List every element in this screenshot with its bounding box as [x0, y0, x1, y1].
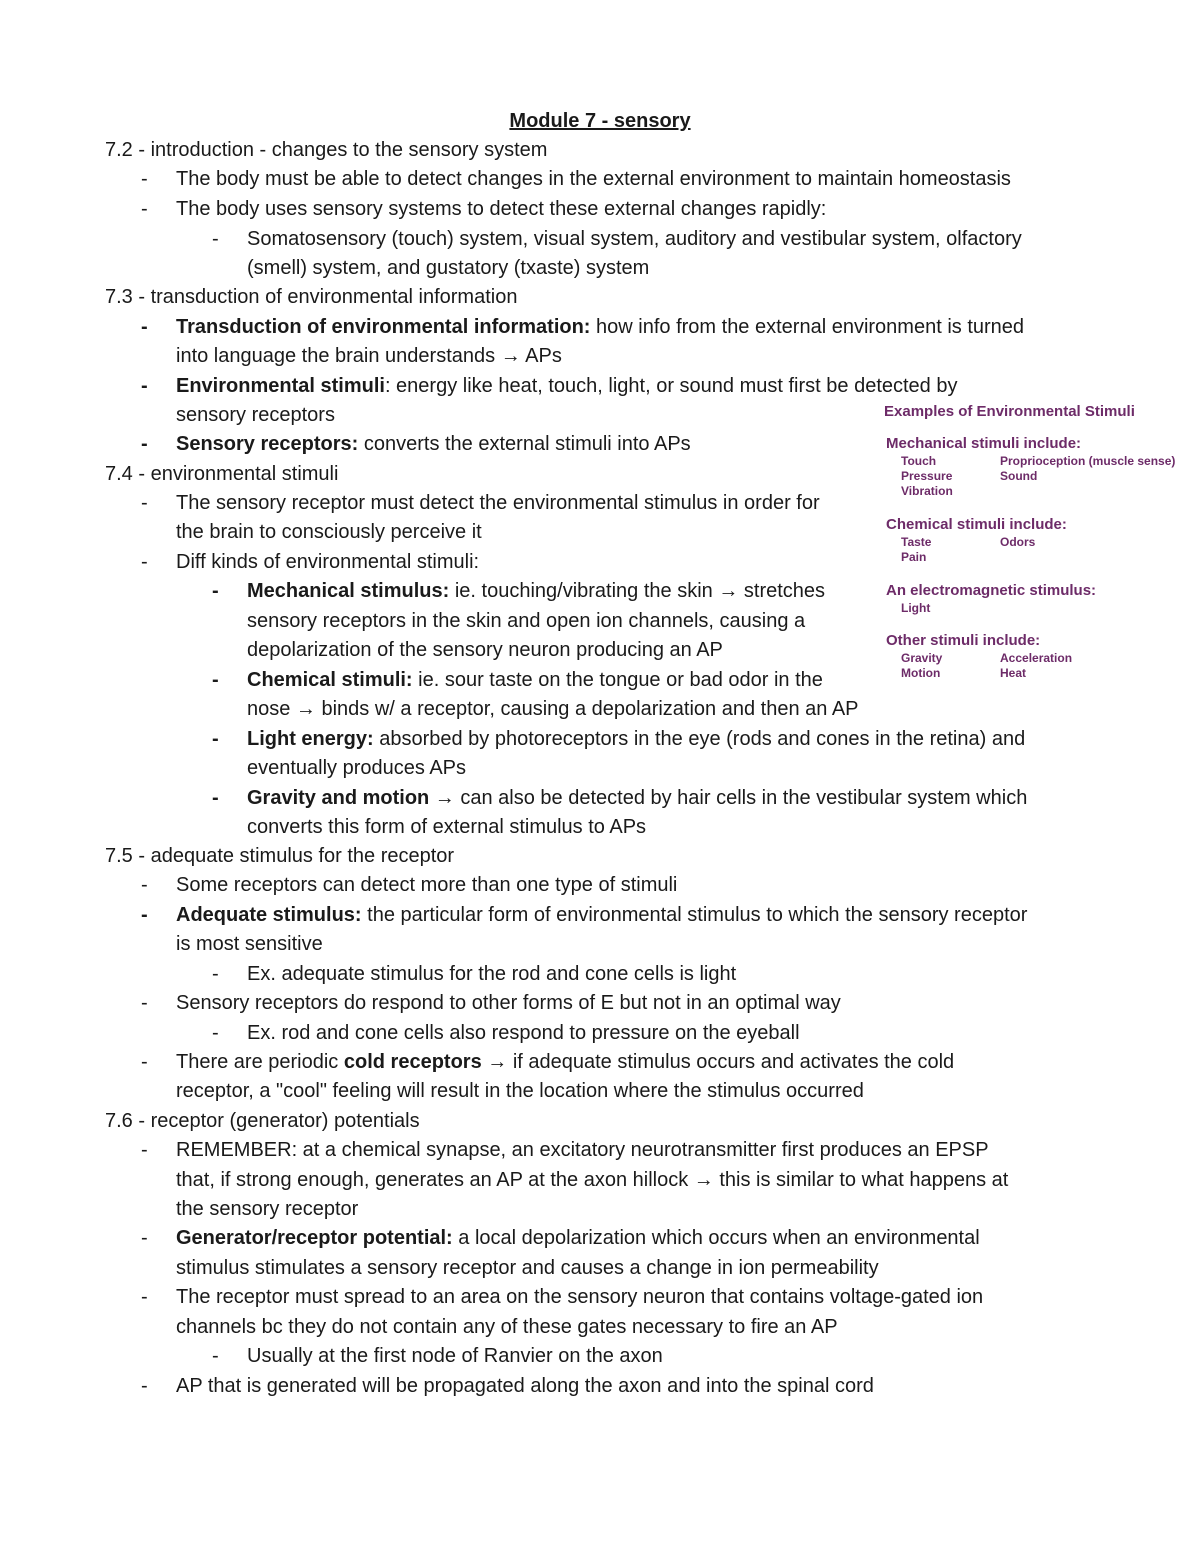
bullet-dash: - [141, 375, 148, 397]
list-item: Sensory receptors do respond to other forms of E but not in an optimal way [176, 992, 841, 1014]
list-item: REMEMBER: at a chemical synapse, an excitatory neurotransmitter first produces an EPSP [176, 1139, 989, 1161]
term: cold receptors [343, 1051, 482, 1073]
list-item-continuation: into language the brain understands → APs [176, 345, 562, 367]
bullet-dash: - [212, 787, 219, 809]
list-item: The body must be able to detect changes in the external environment to maintain homeostasis [176, 168, 1011, 190]
figure-item: Light [901, 601, 931, 615]
list-item [176, 1225, 980, 1251]
bullet-dash: - [212, 728, 219, 750]
list-item: Some receptors can detect more than one type of stimuli [176, 874, 678, 896]
bullet-dash: - [141, 198, 148, 220]
list-item-continuation: sensory receptors [176, 404, 335, 426]
electromagnetic-heading: An electromagnetic stimulus: [886, 582, 1097, 599]
figure-item: Motion [901, 666, 941, 680]
bullet-dash: - [141, 1227, 148, 1249]
figure-item: Proprioception (muscle sense) [1000, 454, 1176, 468]
bullet-dash: - [212, 1022, 219, 1044]
list-item-continuation: eventually produces APs [247, 757, 467, 779]
list-item [247, 667, 823, 693]
list-item-continuation: nose → binds w/ a receptor, causing a depolarization and then an AP [247, 698, 859, 720]
chemical-heading: Chemical stimuli include: [886, 516, 1067, 533]
list-item-continuation: is most sensitive [176, 933, 323, 955]
section-heading-7-3: 7.3 - transduction of environmental information [105, 286, 518, 308]
term: Gravity and motion [247, 787, 430, 809]
list-item: The sensory receptor must detect the environmental stimulus in order for [176, 492, 820, 514]
figure-item: Odors [1000, 535, 1036, 549]
bullet-dash: - [141, 316, 148, 338]
bullet-dash: - [141, 874, 148, 896]
list-item-continuation: sensory receptors in the skin and open ion channels, causing a [247, 610, 806, 632]
bullet-dash: - [141, 992, 148, 1014]
term: Chemical stimuli: [247, 669, 413, 691]
list-item [176, 314, 1024, 340]
figure-item: Pain [901, 550, 927, 564]
definition: the particular form of environmental stimulus to which the sensory receptor [361, 904, 1028, 926]
section-heading-7-2: 7.2 - introduction - changes to the sensory system [105, 139, 548, 161]
term: Sensory receptors: [176, 433, 359, 455]
list-item: Ex. adequate stimulus for the rod and cone cells is light [247, 963, 737, 985]
section-heading-7-6: 7.6 - receptor (generator) potentials [105, 1110, 420, 1132]
figure-item: Heat [1000, 666, 1027, 680]
figure-item: Pressure [901, 469, 953, 483]
list-item [176, 1049, 954, 1075]
bullet-dash: - [141, 433, 148, 455]
term: Environmental stimuli [176, 375, 385, 397]
bullet-dash: - [141, 551, 148, 573]
list-item [176, 431, 691, 457]
mechanical-heading: Mechanical stimuli include: [886, 435, 1082, 452]
list-item-continuation: depolarization of the sensory neuron producing an AP [247, 639, 723, 661]
list-item-continuation: receptor, a "cool" feeling will result in the location where the stimulus occurred [176, 1080, 864, 1102]
term: Light energy: [247, 728, 374, 750]
term: Adequate stimulus: [176, 904, 362, 926]
list-item-continuation: that, if strong enough, generates an AP at the axon hillock → this is similar to what happens at [176, 1169, 1009, 1191]
bullet-dash: - [141, 1375, 148, 1397]
figure-item: Touch [901, 454, 937, 468]
figure-item: Sound [1000, 469, 1038, 483]
bullet-dash: - [212, 580, 219, 602]
figure-item: Gravity [901, 651, 943, 665]
list-item [247, 726, 1025, 752]
list-item [247, 578, 825, 604]
list-item [176, 902, 1027, 928]
definition: → if adequate stimulus occurs and activates the cold [481, 1051, 955, 1073]
bullet-dash: - [141, 168, 148, 190]
list-item-continuation: the brain to consciously perceive it [176, 521, 482, 543]
bullet-dash: - [212, 963, 219, 985]
bullet-dash: - [141, 904, 148, 926]
term: Transduction of environmental information: [176, 316, 591, 338]
list-item: The body uses sensory systems to detect these external changes rapidly: [176, 198, 827, 220]
list-item: Somatosensory (touch) system, visual system, auditory and vestibular system, olfactory [247, 228, 1022, 250]
list-item: Usually at the first node of Ranvier on the axon [247, 1345, 663, 1367]
definition: ie. touching/vibrating the skin → stretches [449, 580, 826, 602]
bullet-dash: - [141, 1139, 148, 1161]
definition: → can also be detected by hair cells in the vestibular system which [429, 787, 1028, 809]
list-item: Diff kinds of environmental stimuli: [176, 551, 480, 573]
lead-text: There are periodic [176, 1051, 344, 1073]
definition: a local depolarization which occurs when an environmental [452, 1227, 980, 1249]
list-item-continuation: channels bc they do not contain any of these gates necessary to fire an AP [176, 1316, 838, 1338]
term: Generator/receptor potential: [176, 1227, 453, 1249]
term: Mechanical stimulus: [247, 580, 450, 602]
list-item [247, 785, 1027, 811]
bullet-dash: - [141, 492, 148, 514]
list-item-continuation: the sensory receptor [176, 1198, 359, 1220]
definition: absorbed by photoreceptors in the eye (rods and cones in the retina) and [373, 728, 1026, 750]
section-heading-7-4: 7.4 - environmental stimuli [105, 463, 339, 485]
figure-title: Examples of Environmental Stimuli [884, 403, 1135, 420]
list-item: AP that is generated will be propagated along the axon and into the spinal cord [176, 1375, 874, 1397]
bullet-dash: - [212, 1345, 219, 1367]
figure-item: Taste [901, 535, 932, 549]
list-item-continuation: (smell) system, and gustatory (txaste) system [247, 257, 650, 279]
bullet-dash: - [212, 669, 219, 691]
section-heading-7-5: 7.5 - adequate stimulus for the receptor [105, 845, 455, 867]
list-item [176, 373, 957, 399]
other-heading: Other stimuli include: [886, 632, 1041, 649]
list-item-continuation: converts this form of external stimulus to APs [247, 816, 647, 838]
list-item-continuation: stimulus stimulates a sensory receptor and causes a change in ion permeability [176, 1257, 879, 1279]
definition: ie. sour taste on the tongue or bad odor in the [412, 669, 823, 691]
definition: how info from the external environment is turned [590, 316, 1025, 338]
definition: : energy like heat, touch, light, or sound must first be detected by [384, 375, 958, 397]
figure-item: Acceleration [1000, 651, 1073, 665]
bullet-dash: - [141, 1051, 148, 1073]
list-item: Ex. rod and cone cells also respond to pressure on the eyeball [247, 1022, 800, 1044]
definition: converts the external stimuli into APs [358, 433, 691, 455]
bullet-dash: - [212, 228, 219, 250]
list-item: The receptor must spread to an area on the sensory neuron that contains voltage-gated ion [176, 1286, 984, 1308]
page-title: Module 7 - sensory [509, 110, 691, 132]
figure-item: Vibration [901, 484, 953, 498]
environmental-stimuli-figure [884, 403, 1194, 688]
bullet-dash: - [141, 1286, 148, 1308]
